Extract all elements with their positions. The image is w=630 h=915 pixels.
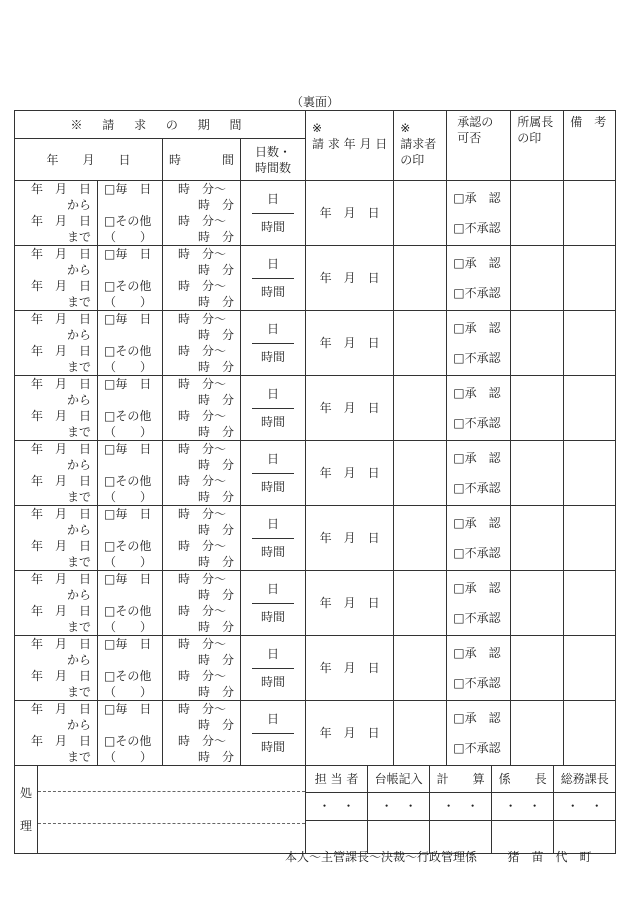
request-row xyxy=(15,246,616,311)
date-from: 年 月 日 xyxy=(30,442,91,456)
time-to: 時 分 xyxy=(197,198,234,212)
leave-request-form-table xyxy=(14,110,616,854)
frequency-cell[interactable] xyxy=(98,636,163,701)
chief-seal-cell[interactable] xyxy=(511,311,564,376)
note-mark: ※ xyxy=(312,121,323,135)
requester-seal-cell[interactable] xyxy=(394,246,447,311)
fraction-rule xyxy=(252,408,294,409)
processing-label-2: 理 xyxy=(19,819,32,834)
processing-date-field[interactable]: ・ ・ xyxy=(318,799,355,813)
until-label: まで xyxy=(66,490,91,504)
daily-checkbox: □毎 日 xyxy=(104,312,152,326)
from-label: から xyxy=(66,328,91,342)
other-checkbox: □その他 xyxy=(104,539,152,553)
approve-checkbox: □承 認 xyxy=(453,256,501,270)
date-range-cell[interactable] xyxy=(15,376,98,441)
until-label: まで xyxy=(66,555,91,569)
chief-seal-cell[interactable] xyxy=(511,441,564,506)
approval-cell[interactable] xyxy=(447,506,511,571)
time-from: 時 分～ xyxy=(177,377,226,391)
time-range-cell[interactable] xyxy=(163,636,241,701)
note-mark: ※ xyxy=(400,121,411,135)
fraction-rule xyxy=(252,538,294,539)
processing-area xyxy=(15,766,306,854)
request-date-cell[interactable]: 年 月 日 xyxy=(306,441,394,506)
approval-cell[interactable] xyxy=(447,636,511,701)
reject-checkbox: □不承認 xyxy=(453,286,501,300)
time-to: 時 分 xyxy=(197,328,234,342)
requester-seal-cell[interactable] xyxy=(394,376,447,441)
chief-label-1: 所属長 xyxy=(517,115,554,129)
until-label: まで xyxy=(66,360,91,374)
period-header: ※ 請 求 の 期 間 xyxy=(15,111,306,139)
approve-checkbox: □承 認 xyxy=(453,191,501,205)
time-from: 時 分～ xyxy=(177,344,226,358)
time-to: 時 分 xyxy=(197,360,234,374)
other-checkbox: □その他 xyxy=(104,214,152,228)
chief-seal-cell[interactable] xyxy=(511,376,564,441)
remarks-cell[interactable] xyxy=(564,181,616,246)
request-date-header xyxy=(306,111,394,181)
frequency-cell[interactable] xyxy=(98,441,163,506)
frequency-cell[interactable] xyxy=(98,376,163,441)
from-label: から xyxy=(66,653,91,667)
date-from: 年 月 日 xyxy=(30,182,91,196)
date-range-cell[interactable] xyxy=(15,441,98,506)
remarks-cell[interactable] xyxy=(564,311,616,376)
date-to: 年 月 日 xyxy=(30,344,91,358)
day-unit: 日 xyxy=(266,387,279,401)
seal-label-2: の印 xyxy=(400,153,425,167)
chief-seal-cell[interactable] xyxy=(511,246,564,311)
time-to: 時 分 xyxy=(197,620,234,634)
day-unit: 日 xyxy=(266,257,279,271)
role-label: 担 当 者 xyxy=(314,772,359,786)
time-from: 時 分～ xyxy=(177,507,226,521)
remarks-cell[interactable] xyxy=(564,246,616,311)
date-range-cell[interactable] xyxy=(15,181,98,246)
processing-date-field[interactable]: ・ ・ xyxy=(553,793,615,820)
request-row xyxy=(15,376,616,441)
daily-checkbox: □毎 日 xyxy=(104,182,152,196)
request-date-cell[interactable]: 年 月 日 xyxy=(306,376,394,441)
time-from: 時 分～ xyxy=(177,442,226,456)
request-date-cell[interactable]: 年 月 日 xyxy=(306,506,394,571)
remarks-header: 備 考 xyxy=(564,111,616,181)
requester-seal-cell[interactable] xyxy=(394,506,447,571)
time-to: 時 分 xyxy=(197,685,234,699)
time-to: 時 分 xyxy=(197,295,234,309)
footer xyxy=(285,848,592,865)
days-hours-cell[interactable] xyxy=(241,181,306,246)
roles-header xyxy=(306,766,616,793)
day-unit: 日 xyxy=(266,452,279,466)
time-range-cell[interactable] xyxy=(163,246,241,311)
seal-label-1: 請求者 xyxy=(400,137,437,151)
date-range-cell[interactable] xyxy=(15,571,98,636)
date-range-cell[interactable] xyxy=(15,246,98,311)
remarks-cell[interactable] xyxy=(564,571,616,636)
reject-checkbox: □不承認 xyxy=(453,351,501,365)
time-from: 時 分～ xyxy=(177,734,226,748)
chief-seal-cell[interactable] xyxy=(511,181,564,246)
date-from: 年 月 日 xyxy=(30,572,91,586)
until-label: まで xyxy=(66,750,91,764)
time-from: 時 分～ xyxy=(177,539,226,553)
days-hours-cell[interactable] xyxy=(241,636,306,701)
frequency-cell[interactable] xyxy=(98,506,163,571)
processing-date-field[interactable]: ・ ・ xyxy=(367,793,429,820)
date-range-cell[interactable] xyxy=(15,636,98,701)
request-date-cell[interactable]: 年 月 日 xyxy=(306,246,394,311)
time-to: 時 分 xyxy=(197,750,234,764)
time-from: 時 分～ xyxy=(177,312,226,326)
date-to: 年 月 日 xyxy=(30,214,91,228)
request-date-cell[interactable]: 年 月 日 xyxy=(306,181,394,246)
time-from: 時 分～ xyxy=(177,637,226,651)
approve-checkbox: □承 認 xyxy=(453,646,501,660)
date-from: 年 月 日 xyxy=(30,247,91,261)
time-range-cell[interactable] xyxy=(163,376,241,441)
other-checkbox: □その他 xyxy=(104,279,152,293)
days-label-2: 時間数 xyxy=(254,160,291,175)
requester-seal-cell[interactable] xyxy=(394,701,447,766)
days-hours-cell[interactable] xyxy=(241,441,306,506)
days-hours-cell[interactable] xyxy=(241,571,306,636)
date-to: 年 月 日 xyxy=(30,734,91,748)
frequency-cell[interactable] xyxy=(98,246,163,311)
other-checkbox: □その他 xyxy=(104,669,152,683)
fraction-rule xyxy=(252,278,294,279)
reject-checkbox: □不承認 xyxy=(453,611,501,625)
time-range-cell[interactable] xyxy=(163,441,241,506)
time-to: 時 分 xyxy=(197,393,234,407)
page-caption: （裏面） xyxy=(290,95,339,109)
time-to: 時 分 xyxy=(197,263,234,277)
date-to: 年 月 日 xyxy=(30,279,91,293)
until-label: まで xyxy=(66,425,91,439)
requester-seal-header xyxy=(394,111,447,181)
reject-checkbox: □不承認 xyxy=(453,221,501,235)
until-label: まで xyxy=(66,295,91,309)
other-checkbox: □その他 xyxy=(104,474,152,488)
reject-checkbox: □不承認 xyxy=(453,676,501,690)
approval-cell[interactable] xyxy=(447,246,511,311)
request-row xyxy=(15,181,616,246)
approve-checkbox: □承 認 xyxy=(453,516,501,530)
fraction-rule xyxy=(252,733,294,734)
request-date-cell[interactable]: 年 月 日 xyxy=(306,636,394,701)
from-label: から xyxy=(66,263,91,277)
date-from: 年 月 日 xyxy=(30,507,91,521)
approval-header xyxy=(447,111,511,181)
time-from: 時 分～ xyxy=(177,182,226,196)
time-to: 時 分 xyxy=(197,425,234,439)
chief-seal-header xyxy=(511,111,564,181)
daily-checkbox: □毎 日 xyxy=(104,572,152,586)
other-paren: （ ） xyxy=(104,230,153,244)
approve-checkbox: □承 認 xyxy=(453,711,501,725)
chief-seal-cell[interactable] xyxy=(511,701,564,766)
role-label: 計 算 xyxy=(429,766,491,792)
date-range-cell[interactable] xyxy=(15,701,98,766)
other-paren: （ ） xyxy=(104,750,153,764)
until-label: まで xyxy=(66,685,91,699)
approval-cell[interactable] xyxy=(447,376,511,441)
reject-checkbox: □不承認 xyxy=(453,741,501,755)
other-checkbox: □その他 xyxy=(104,409,152,423)
from-label: から xyxy=(66,718,91,732)
time-from: 時 分～ xyxy=(177,409,226,423)
time-to: 時 分 xyxy=(197,653,234,667)
remarks-cell[interactable] xyxy=(564,376,616,441)
time-to: 時 分 xyxy=(197,230,234,244)
other-paren: （ ） xyxy=(104,555,153,569)
from-label: から xyxy=(66,393,91,407)
time-to: 時 分 xyxy=(197,718,234,732)
request-date-cell[interactable]: 年 月 日 xyxy=(306,311,394,376)
fraction-rule xyxy=(252,473,294,474)
requester-seal-cell[interactable] xyxy=(394,571,447,636)
daily-checkbox: □毎 日 xyxy=(104,247,152,261)
other-paren: （ ） xyxy=(104,360,153,374)
chief-seal-cell[interactable] xyxy=(511,636,564,701)
approval-route: 本人～主管課長～決裁～行政管理係 xyxy=(285,850,478,864)
hour-unit: 時間 xyxy=(260,415,285,429)
other-paren: （ ） xyxy=(104,425,153,439)
processing-notes[interactable] xyxy=(38,766,305,853)
chief-seal-cell[interactable] xyxy=(511,506,564,571)
days-hours-cell[interactable] xyxy=(241,506,306,571)
from-label: から xyxy=(66,523,91,537)
requester-seal-cell[interactable] xyxy=(394,311,447,376)
fraction-rule xyxy=(252,668,294,669)
time-range-cell[interactable] xyxy=(163,181,241,246)
date-to: 年 月 日 xyxy=(30,409,91,423)
date-from: 年 月 日 xyxy=(30,377,91,391)
time-label-left: 時 xyxy=(169,152,182,167)
request-row xyxy=(15,506,616,571)
date-range-cell[interactable] xyxy=(15,506,98,571)
date-from: 年 月 日 xyxy=(30,312,91,326)
processing-label-1: 処 xyxy=(19,785,32,800)
time-from: 時 分～ xyxy=(177,604,226,618)
fraction-rule xyxy=(252,603,294,604)
date-from: 年 月 日 xyxy=(30,702,91,716)
request-row xyxy=(15,441,616,506)
hour-unit: 時間 xyxy=(260,675,285,689)
hour-unit: 時間 xyxy=(260,545,285,559)
approval-cell[interactable] xyxy=(447,311,511,376)
other-checkbox: □その他 xyxy=(104,604,152,618)
frequency-cell[interactable] xyxy=(98,701,163,766)
reject-checkbox: □不承認 xyxy=(453,546,501,560)
requester-seal-cell[interactable] xyxy=(394,441,447,506)
frequency-cell[interactable] xyxy=(98,181,163,246)
other-paren: （ ） xyxy=(104,620,153,634)
time-to: 時 分 xyxy=(197,555,234,569)
requester-seal-cell[interactable] xyxy=(394,636,447,701)
days-hours-cell[interactable] xyxy=(241,701,306,766)
approval-label-2: 可否 xyxy=(457,131,482,145)
from-label: から xyxy=(66,458,91,472)
role-label: 係 長 xyxy=(491,766,553,792)
role-label: 台帳記入 xyxy=(367,766,429,792)
time-range-cell[interactable] xyxy=(163,701,241,766)
approval-label-1: 承認の xyxy=(457,115,494,129)
processing-label xyxy=(15,766,38,853)
approval-cell[interactable] xyxy=(447,181,511,246)
approve-checkbox: □承 認 xyxy=(453,321,501,335)
other-paren: （ ） xyxy=(104,685,153,699)
date-to: 年 月 日 xyxy=(30,539,91,553)
other-paren: （ ） xyxy=(104,295,153,309)
until-label: まで xyxy=(66,230,91,244)
processing-date-field[interactable]: ・ ・ xyxy=(429,793,491,820)
day-unit: 日 xyxy=(266,517,279,531)
time-from: 時 分～ xyxy=(177,214,226,228)
chief-seal-cell[interactable] xyxy=(511,571,564,636)
hour-unit: 時間 xyxy=(260,220,285,234)
fraction-rule xyxy=(252,213,294,214)
time-from: 時 分～ xyxy=(177,474,226,488)
time-from: 時 分～ xyxy=(177,279,226,293)
request-row xyxy=(15,571,616,636)
time-from: 時 分～ xyxy=(177,247,226,261)
hour-unit: 時間 xyxy=(260,610,285,624)
from-label: から xyxy=(66,588,91,602)
date-from: 年 月 日 xyxy=(30,637,91,651)
day-unit: 日 xyxy=(266,582,279,596)
date-header: 年 月 日 xyxy=(15,139,163,181)
request-date-cell[interactable]: 年 月 日 xyxy=(306,701,394,766)
day-unit: 日 xyxy=(266,712,279,726)
from-label: から xyxy=(66,198,91,212)
frequency-cell[interactable] xyxy=(98,311,163,376)
remarks-cell[interactable] xyxy=(564,701,616,766)
day-unit: 日 xyxy=(266,192,279,206)
processing-row xyxy=(15,766,616,793)
other-checkbox: □その他 xyxy=(104,734,152,748)
daily-checkbox: □毎 日 xyxy=(104,442,152,456)
approve-checkbox: □承 認 xyxy=(453,386,501,400)
approve-checkbox: □承 認 xyxy=(453,451,501,465)
day-unit: 日 xyxy=(266,647,279,661)
daily-checkbox: □毎 日 xyxy=(104,377,152,391)
role-label: 総務課長 xyxy=(553,766,615,792)
approval-cell[interactable] xyxy=(447,701,511,766)
remarks-cell[interactable] xyxy=(564,441,616,506)
request-date-cell[interactable]: 年 月 日 xyxy=(306,571,394,636)
hour-unit: 時間 xyxy=(260,740,285,754)
chief-label-2: の印 xyxy=(517,131,542,145)
request-row xyxy=(15,311,616,376)
days-hours-cell[interactable] xyxy=(241,311,306,376)
date-to: 年 月 日 xyxy=(30,474,91,488)
days-label-1: 日数・ xyxy=(254,144,291,159)
time-range-cell[interactable] xyxy=(163,506,241,571)
other-checkbox: □その他 xyxy=(104,344,152,358)
remarks-cell[interactable] xyxy=(564,506,616,571)
date-to: 年 月 日 xyxy=(30,604,91,618)
daily-checkbox: □毎 日 xyxy=(104,637,152,651)
time-to: 時 分 xyxy=(197,458,234,472)
time-range-cell[interactable] xyxy=(163,311,241,376)
request-row xyxy=(15,636,616,701)
frequency-cell[interactable] xyxy=(98,571,163,636)
time-header xyxy=(163,139,241,181)
reject-checkbox: □不承認 xyxy=(453,416,501,430)
other-paren: （ ） xyxy=(104,490,153,504)
processing-dates xyxy=(306,793,616,821)
requester-seal-cell[interactable] xyxy=(394,181,447,246)
day-unit: 日 xyxy=(266,322,279,336)
request-row xyxy=(15,701,616,766)
time-from: 時 分～ xyxy=(177,669,226,683)
time-from: 時 分～ xyxy=(177,572,226,586)
daily-checkbox: □毎 日 xyxy=(104,507,152,521)
town-name: 猪 苗 代 町 xyxy=(507,850,592,864)
days-header xyxy=(241,139,306,181)
approval-cell[interactable] xyxy=(447,441,511,506)
days-hours-cell[interactable] xyxy=(241,246,306,311)
time-to: 時 分 xyxy=(197,523,234,537)
approve-checkbox: □承 認 xyxy=(453,581,501,595)
fraction-rule xyxy=(252,343,294,344)
remarks-cell[interactable] xyxy=(564,636,616,701)
time-from: 時 分～ xyxy=(177,702,226,716)
until-label: まで xyxy=(66,620,91,634)
time-range-cell[interactable] xyxy=(163,571,241,636)
date-to: 年 月 日 xyxy=(30,669,91,683)
approval-cell[interactable] xyxy=(447,571,511,636)
time-label-right: 間 xyxy=(221,152,234,167)
date-range-cell[interactable] xyxy=(15,311,98,376)
hour-unit: 時間 xyxy=(260,480,285,494)
days-hours-cell[interactable] xyxy=(241,376,306,441)
processing-date-field[interactable]: ・ ・ xyxy=(491,793,553,820)
reject-checkbox: □不承認 xyxy=(453,481,501,495)
hour-unit: 時間 xyxy=(260,350,285,364)
request-date-label: 請 求 年 月 日 xyxy=(312,137,388,151)
time-to: 時 分 xyxy=(197,490,234,504)
hour-unit: 時間 xyxy=(260,285,285,299)
daily-checkbox: □毎 日 xyxy=(104,702,152,716)
time-to: 時 分 xyxy=(197,588,234,602)
